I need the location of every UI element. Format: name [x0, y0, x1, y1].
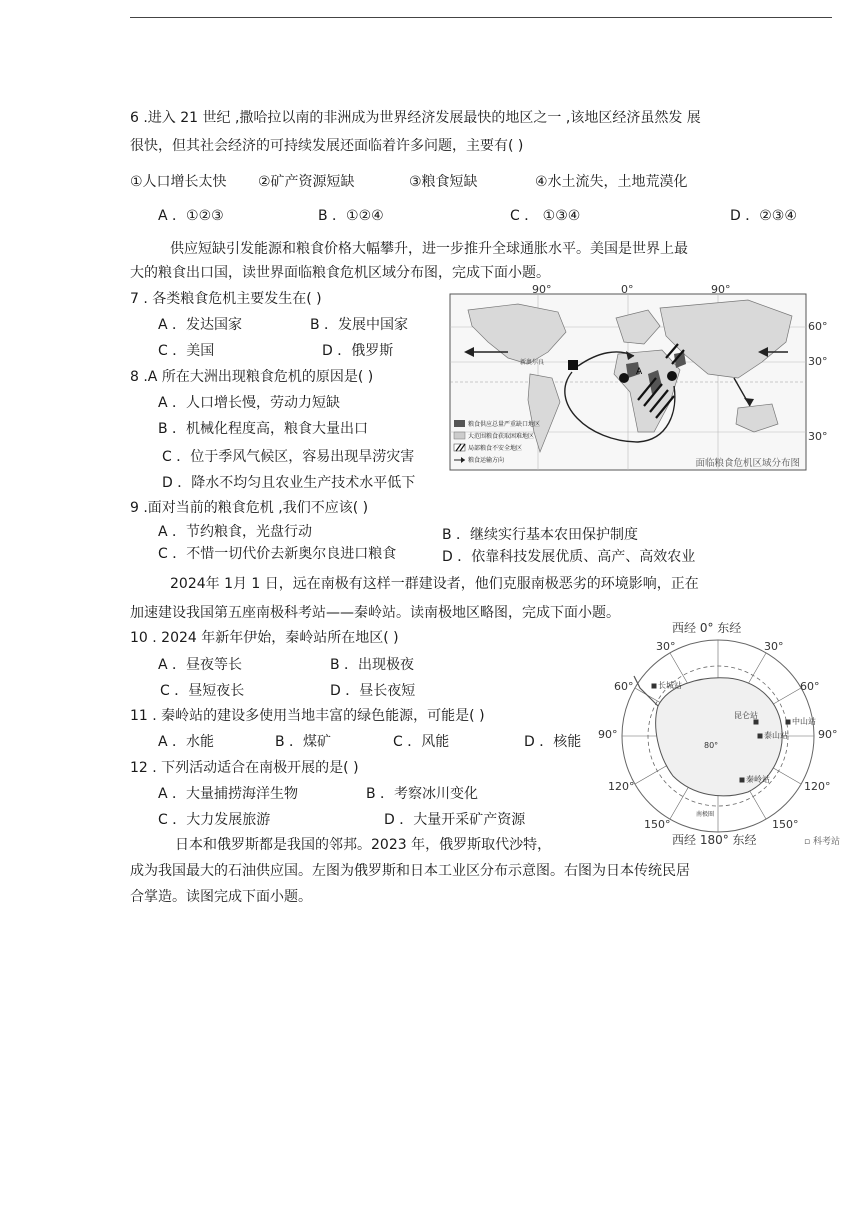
lon-label-30w: 30° — [656, 640, 676, 653]
passage3-line1: 日本和俄罗斯都是我国的邻邦。2023 年，俄罗斯取代沙特， — [175, 837, 552, 853]
station-qinling: 秦岭站 — [746, 775, 770, 784]
station-taishan: 泰山站 — [764, 731, 788, 740]
q6-option-a[interactable]: A ．①②③ — [158, 208, 224, 224]
q6-stem-line1: 6 .进入 21 世纪 ,撒哈拉以南的非洲成为世界经济发展最快的地区之一 ,该地区经济虽然发 展 — [130, 110, 701, 126]
station-kunlun: 昆仑站 — [734, 711, 758, 720]
q12-option-b[interactable]: B ．考察冰川变化 — [366, 786, 479, 802]
map-right-label-3: 30° — [808, 430, 828, 443]
q6-item-3: ③粮食短缺 — [409, 174, 478, 190]
q7-option-c[interactable]: C ．美国 — [158, 343, 215, 359]
antarctic-circle-label: 南极圈 — [696, 811, 715, 818]
q9-option-b[interactable]: B ．继续实行基本农田保护制度 — [442, 527, 639, 543]
legend-item-4: 粮食运输方向 — [468, 457, 505, 464]
q12-option-c[interactable]: C ．大力发展旅游 — [158, 812, 271, 828]
q8-stem: 8 .A 所在大洲出现粮食危机的原因是( ) — [130, 369, 374, 385]
legend-item-3: 局部粮食不安全地区 — [468, 445, 523, 452]
q12-option-d[interactable]: D ．大量开采矿产资源 — [384, 812, 526, 828]
polar-top-row: 西经 0° 东经 — [672, 622, 742, 635]
lon-label-120w: 120° — [608, 780, 635, 793]
q9-option-a[interactable]: A ．节约粮食，光盘行动 — [158, 524, 313, 540]
map-right-label-2: 30° — [808, 355, 828, 368]
q11-option-b[interactable]: B ．煤矿 — [275, 734, 332, 750]
q9-option-c[interactable]: C ．不惜一切代价去新奥尔良进口粮食 — [158, 546, 397, 562]
q6-stem-line2: 很快，但其社会经济的可持续发展还面临着许多问题，主要有( ) — [130, 138, 524, 154]
map-top-label-2: 0° — [621, 283, 634, 296]
map-top-label-1: 90° — [532, 283, 552, 296]
q6-item-1: ①人口增长太快 — [130, 174, 227, 190]
passage1-line1: 供应短缺引发能源和粮食价格大幅攀升，进一步推升全球通胀水平。美国是世界上最 — [170, 241, 688, 257]
lon-label-150e: 150° — [772, 818, 799, 831]
lon-label-150w: 150° — [644, 818, 671, 831]
legend-item-1: 粮食供应总量严重缺口地区 — [468, 421, 541, 428]
lon-label-60e: 60° — [800, 680, 820, 693]
map-right-label-1: 60° — [808, 320, 828, 333]
station-changcheng: 长城站 — [658, 681, 682, 690]
q10-stem: 10 . 2024 年新年伊始，秦岭站所在地区( ) — [130, 630, 399, 646]
q7-option-a[interactable]: A ．发达国家 — [158, 317, 243, 333]
q10-option-c[interactable]: C ．昼短夜长 — [160, 683, 245, 699]
map-top-label-3: 90° — [711, 283, 731, 296]
q11-option-d[interactable]: D ．核能 — [524, 734, 582, 750]
lon-label-60w: 60° — [614, 680, 634, 693]
q8-option-c[interactable]: C ．位于季风气候区，容易出现旱涝灾害 — [162, 449, 415, 465]
q9-stem: 9 .面对当前的粮食危机 ,我们不应该( ) — [130, 500, 369, 516]
q6-option-d[interactable]: D ．②③④ — [730, 208, 797, 224]
q7-option-b[interactable]: B ．发展中国家 — [310, 317, 409, 333]
q6-item-2: ②矿产资源短缺 — [258, 174, 355, 190]
station-zhongshan: 中山站 — [792, 717, 816, 726]
new-orleans-label: 新奥尔良 — [520, 359, 545, 366]
q7-option-d[interactable]: D ．俄罗斯 — [322, 343, 394, 359]
lon-label-30e: 30° — [764, 640, 784, 653]
q6-item-4: ④水土流失，土地荒漠化 — [535, 174, 688, 190]
q11-option-c[interactable]: C ．风能 — [393, 734, 450, 750]
q6-option-b[interactable]: B ．①②④ — [318, 208, 384, 224]
lon-label-90e: 90° — [818, 728, 838, 741]
q10-option-d[interactable]: D ．昼长夜短 — [330, 683, 416, 699]
passage2-line2: 加速建设我国第五座南极科考站——秦岭站。读南极地区略图，完成下面小题。 — [130, 605, 620, 621]
map-caption: 面临粮食危机区域分布图 — [695, 458, 800, 469]
passage3-line3: 合掌造。读图完成下面小题。 — [130, 889, 312, 905]
q10-option-a[interactable]: A ．昼夜等长 — [158, 657, 243, 673]
q7-stem: 7 . 各类粮食危机主要发生在( ) — [130, 291, 322, 307]
lat-label-80: 80° — [704, 741, 719, 750]
world-food-crisis-map — [448, 282, 832, 472]
q8-option-a[interactable]: A ．人口增长慢，劳动力短缺 — [158, 395, 341, 411]
legend-item-2: 大范围粮食获取困难地区 — [468, 433, 535, 440]
q8-option-d[interactable]: D ．降水不均匀且农业生产技术水平低下 — [162, 475, 416, 491]
passage3-line2: 成为我国最大的石油供应国。左图为俄罗斯和日本工业区分布示意图。右图为日本传统民居 — [130, 863, 690, 879]
q12-option-a[interactable]: A ．大量捕捞海洋生物 — [158, 786, 299, 802]
q12-stem: 12 . 下列活动适合在南极开展的是( ) — [130, 760, 359, 776]
polar-bottom-row: 西经 180° 东经 — [672, 833, 757, 847]
polar-legend: ▫ 科考站 — [804, 837, 840, 847]
point-a-label: A — [636, 367, 643, 377]
antarctic-map — [596, 622, 854, 848]
q11-stem: 11 . 秦岭站的建设多使用当地丰富的绿色能源，可能是( ) — [130, 708, 485, 724]
q6-option-c[interactable]: C ． ①③④ — [510, 208, 581, 224]
passage1-line2: 大的粮食出口国，读世界面临粮食危机区域分布图，完成下面小题。 — [130, 265, 550, 281]
lon-label-90w: 90° — [598, 728, 618, 741]
q11-option-a[interactable]: A ．水能 — [158, 734, 215, 750]
header-rule — [130, 17, 832, 18]
lon-label-120e: 120° — [804, 780, 831, 793]
passage2-line1: 2024年 1月 1 日，远在南极有这样一群建设者，他们克服南极恶劣的环境影响，正在 — [170, 576, 699, 592]
q9-option-d[interactable]: D ．依靠科技发展优质、高产、高效农业 — [442, 549, 696, 565]
q10-option-b[interactable]: B ．出现极夜 — [330, 657, 415, 673]
q8-option-b[interactable]: B ．机械化程度高，粮食大量出口 — [158, 421, 369, 437]
